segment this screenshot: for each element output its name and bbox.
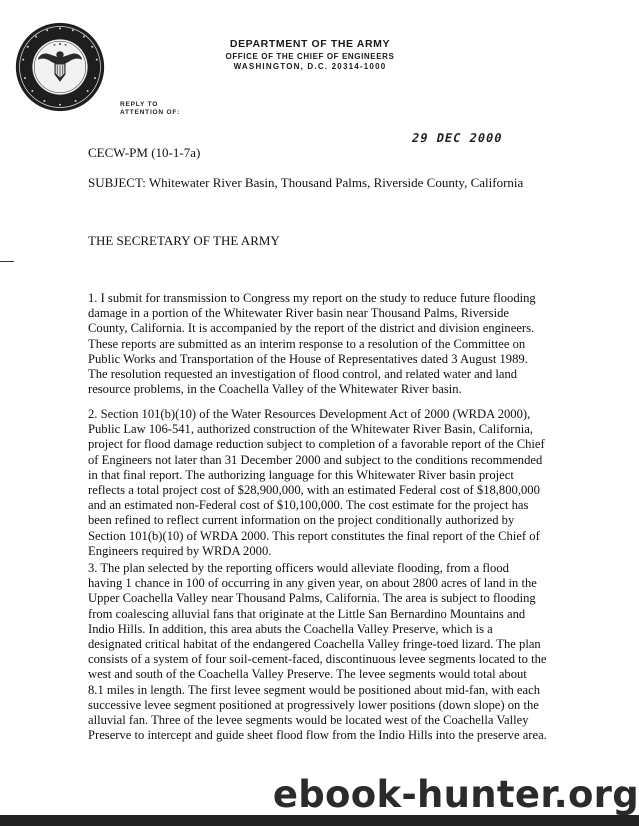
paragraph-line: and an estimated non-Federal cost of $10,100,000. The cost estimate for the project has — [88, 498, 529, 513]
paragraph-line: project for flood damage reduction subject to completion of a favorable report of the Chief — [88, 437, 545, 452]
subject-line: SUBJECT: Whitewater River Basin, Thousand Palms, Riverside County, California — [88, 175, 524, 190]
paragraph-line: County, California. It is accompanied by the report of the district and division engineers. — [88, 321, 535, 336]
office-name: OFFICE OF THE CHIEF OF ENGINEERS — [225, 52, 395, 61]
paragraph-3 — [88, 561, 548, 743]
paragraph-line: alluvial fan. Three of the levee segments would be located west of the Coachella Valley — [88, 713, 529, 728]
paragraph-line: Upper Coachella Valley near Thousand Palms, California. The area is subject to flooding — [88, 591, 536, 606]
paragraph-line: Preserve to intercept and guide sheet flood flow from the Indio Hills into the preserve area. — [88, 728, 547, 743]
scan-bottom-border — [0, 815, 639, 826]
paragraph-line: 8.1 miles in length. The first levee segment would be positioned about mid-fan, with each — [88, 682, 540, 697]
punch-mark — [0, 261, 14, 262]
paragraph-line: Engineers required by WRDA 2000. — [88, 543, 272, 558]
department-of-defense-seal — [14, 21, 106, 113]
paragraph-line: 2. Section 101(b)(10) of the Water Resources Development Act of 2000 (WRDA 2000), — [88, 407, 531, 421]
paragraph-line: of Engineers not later than 31 December 2000 and subject to the conditions recommended — [88, 452, 543, 467]
date-stamp: 29 DEC 2000 — [410, 131, 504, 145]
watermark: ebook-hunter.org — [272, 773, 639, 816]
paragraph-line: designated critical habitat of the endangered Coachella Valley fringe-toed lizard. The plan — [88, 637, 541, 652]
reply-to-label: REPLY TO — [120, 101, 159, 108]
paragraph-line: 3. The plan selected by the reporting officers would alleviate flooding, from a flood — [88, 561, 509, 575]
paragraph-line: The resolution requested an investigation of flood control, and related water and land — [88, 367, 518, 382]
paragraph-line: west and south of the Coachella Valley Preserve. The levee segments would total about — [88, 667, 527, 682]
paragraph-2 — [88, 407, 548, 559]
reply-to-block — [120, 101, 180, 116]
paragraph-line: Public Law 106-541, authorized construction of the Whitewater River Basin, California, — [88, 422, 533, 437]
letterhead — [140, 38, 480, 71]
paragraph-line: having 1 chance in 100 of occurring in any given year, on about 2800 acres of land in the — [88, 576, 537, 591]
office-address: WASHINGTON, D.C. 20314-1000 — [233, 62, 387, 71]
office-symbol: CECW-PM (10-1-7a) — [88, 145, 201, 160]
paragraph-line: Section 101(b)(10) of WRDA 2000. This report constitutes the final report of the Chief of — [88, 528, 540, 543]
paragraph-1 — [88, 291, 548, 397]
paragraph-line: in that final report. The authorizing language for this Whitewater River basin project — [88, 467, 514, 482]
department-name: DEPARTMENT OF THE ARMY — [229, 38, 391, 50]
paragraph-line: resource problems, in the Coachella Valley of the Whitewater River basin. — [88, 382, 462, 397]
paragraph-line: damage in a portion of the Whitewater River basin near Thousand Palms, Riverside — [88, 306, 509, 321]
paragraph-line: Public Works and Transportation of the House of Representatives dated 3 August 1989. — [88, 351, 528, 366]
paragraph-line: These reports are submitted as an interim response to a resolution of the Committee on — [88, 336, 526, 351]
paragraph-line: been refined to reflect current information on the project conditionally authorized by — [88, 513, 515, 528]
paragraph-line: reflects a total project cost of $28,900,000, with an estimated Federal cost of $18,800,000 — [88, 483, 540, 498]
paragraph-line: Indio Hills. In addition, this area abuts the Coachella Valley Preserve, which is a — [88, 621, 493, 636]
addressee: THE SECRETARY OF THE ARMY — [88, 233, 280, 248]
paragraph-line: from coalescing alluvial fans that originate at the Little San Bernardino Mountains and — [88, 606, 526, 621]
paragraph-line: consists of a system of four soil-cement-faced, discontinuous levee segments located to the — [88, 652, 547, 667]
paragraph-line: successive levee segment positioned at progressively lower positions (down slope) on the — [88, 697, 539, 712]
attention-of-label: ATTENTION OF: — [120, 108, 181, 116]
paragraph-line: 1. I submit for transmission to Congress my report on the study to reduce future flooding — [88, 291, 536, 305]
